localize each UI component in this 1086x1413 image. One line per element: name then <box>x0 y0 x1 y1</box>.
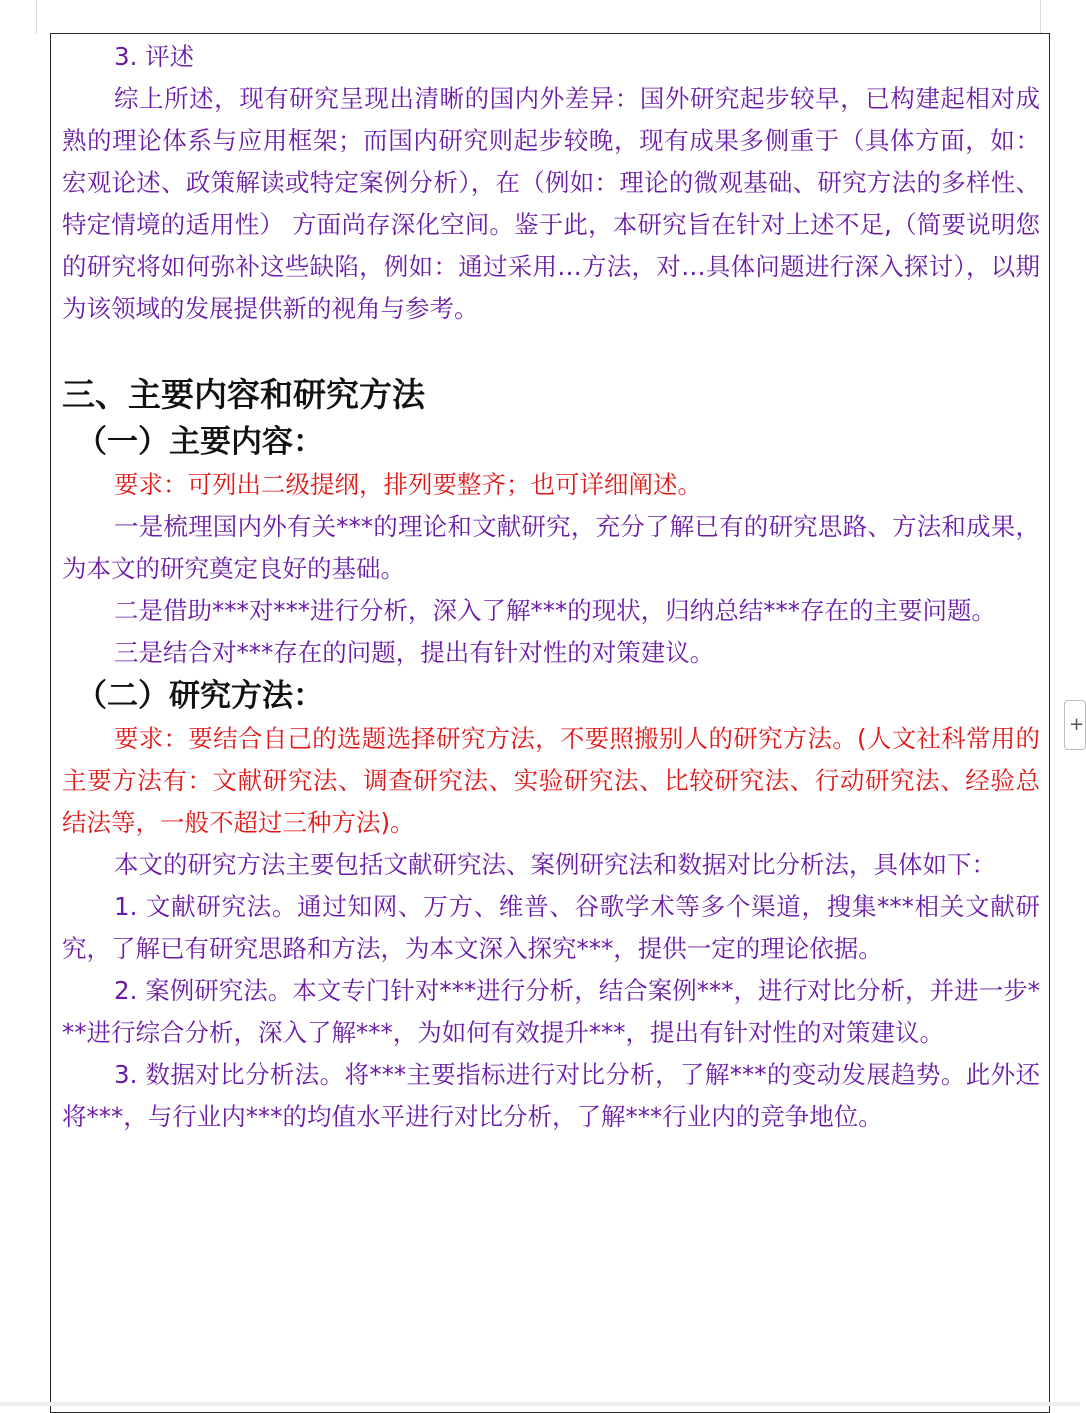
page-bottom-edge <box>0 1402 1080 1406</box>
section-three-heading: 三、主要内容和研究方法 <box>62 375 425 414</box>
spacer <box>62 330 1040 370</box>
main-content-item-2: 二是借助***对***进行分析，深入了解***的现状，归纳总结***存在的主要问题。 <box>114 596 996 625</box>
review-paragraph: 综上所述，现有研究呈现出清晰的国内外差异：国外研究起步较早，已构建起相对成熟的理论体系与应用框架；而国内研究则起步较晚，现有成果多侧重于（具体方面，如：宏观论述、政策解读或特定案例分析），在（例如：理论的微观基础、研究方法的多样性、特定情境的适用性） 方面尚存深化空间。鉴于此，本研究旨在针对上述不足,（简要说明您的研究将如何弥补这些缺陷，例如：通过采用…方法，对…具体问题进行深入探讨），以期为该领域的发展提供新的视角与参考。 <box>62 84 1040 323</box>
main-content-item-3: 三是结合对***存在的问题，提出有针对性的对策建议。 <box>114 638 715 667</box>
research-methods-requirement: 要求：要结合自己的选题选择研究方法，不要照搬别人的研究方法。(人文社科常用的主要方法有：文献研究法、调查研究法、实验研究法、比较研究法、行动研究法、经验总结法等，一般不超过三种方法)。 <box>62 724 1040 837</box>
review-heading: 3. 评述 <box>114 42 195 71</box>
plus-icon: + <box>1069 714 1085 735</box>
main-content-item-1: 一是梳理国内外有关***的理论和文献研究，充分了解已有的研究思路、方法和成果，为本文的研究奠定良好的基础。 <box>62 512 1040 583</box>
research-method-item-3: 3. 数据对比分析法。将***主要指标进行对比分析，了解***的变动发展趋势。此外还将***，与行业内***的均值水平进行对比分析，了解***行业内的竞争地位。 <box>62 1060 1040 1131</box>
research-methods-heading: （二）研究方法： <box>76 678 324 714</box>
main-content-heading: （一）主要内容： <box>76 424 324 460</box>
document-body <box>62 36 1040 1138</box>
page-corner-mark-left <box>36 0 37 34</box>
side-expand-button[interactable] <box>1064 700 1086 750</box>
research-method-item-2: 2. 案例研究法。本文专门针对***进行分析，结合案例***，进行对比分析，并进一步***进行综合分析，深入了解***，为如何有效提升***，提出有针对性的对策建议。 <box>62 976 1040 1047</box>
research-methods-intro: 本文的研究方法主要包括文献研究法、案例研究法和数据对比分析法，具体如下： <box>114 850 996 879</box>
main-content-requirement: 要求：可列出二级提纲，排列要整齐；也可详细阐述。 <box>114 470 702 499</box>
page-corner-mark-right <box>1040 0 1041 34</box>
research-method-item-1: 1. 文献研究法。通过知网、万方、维普、谷歌学术等多个渠道，搜集***相关文献研究，了解已有研究思路和方法，为本文深入探究***，提供一定的理论依据。 <box>62 892 1040 963</box>
